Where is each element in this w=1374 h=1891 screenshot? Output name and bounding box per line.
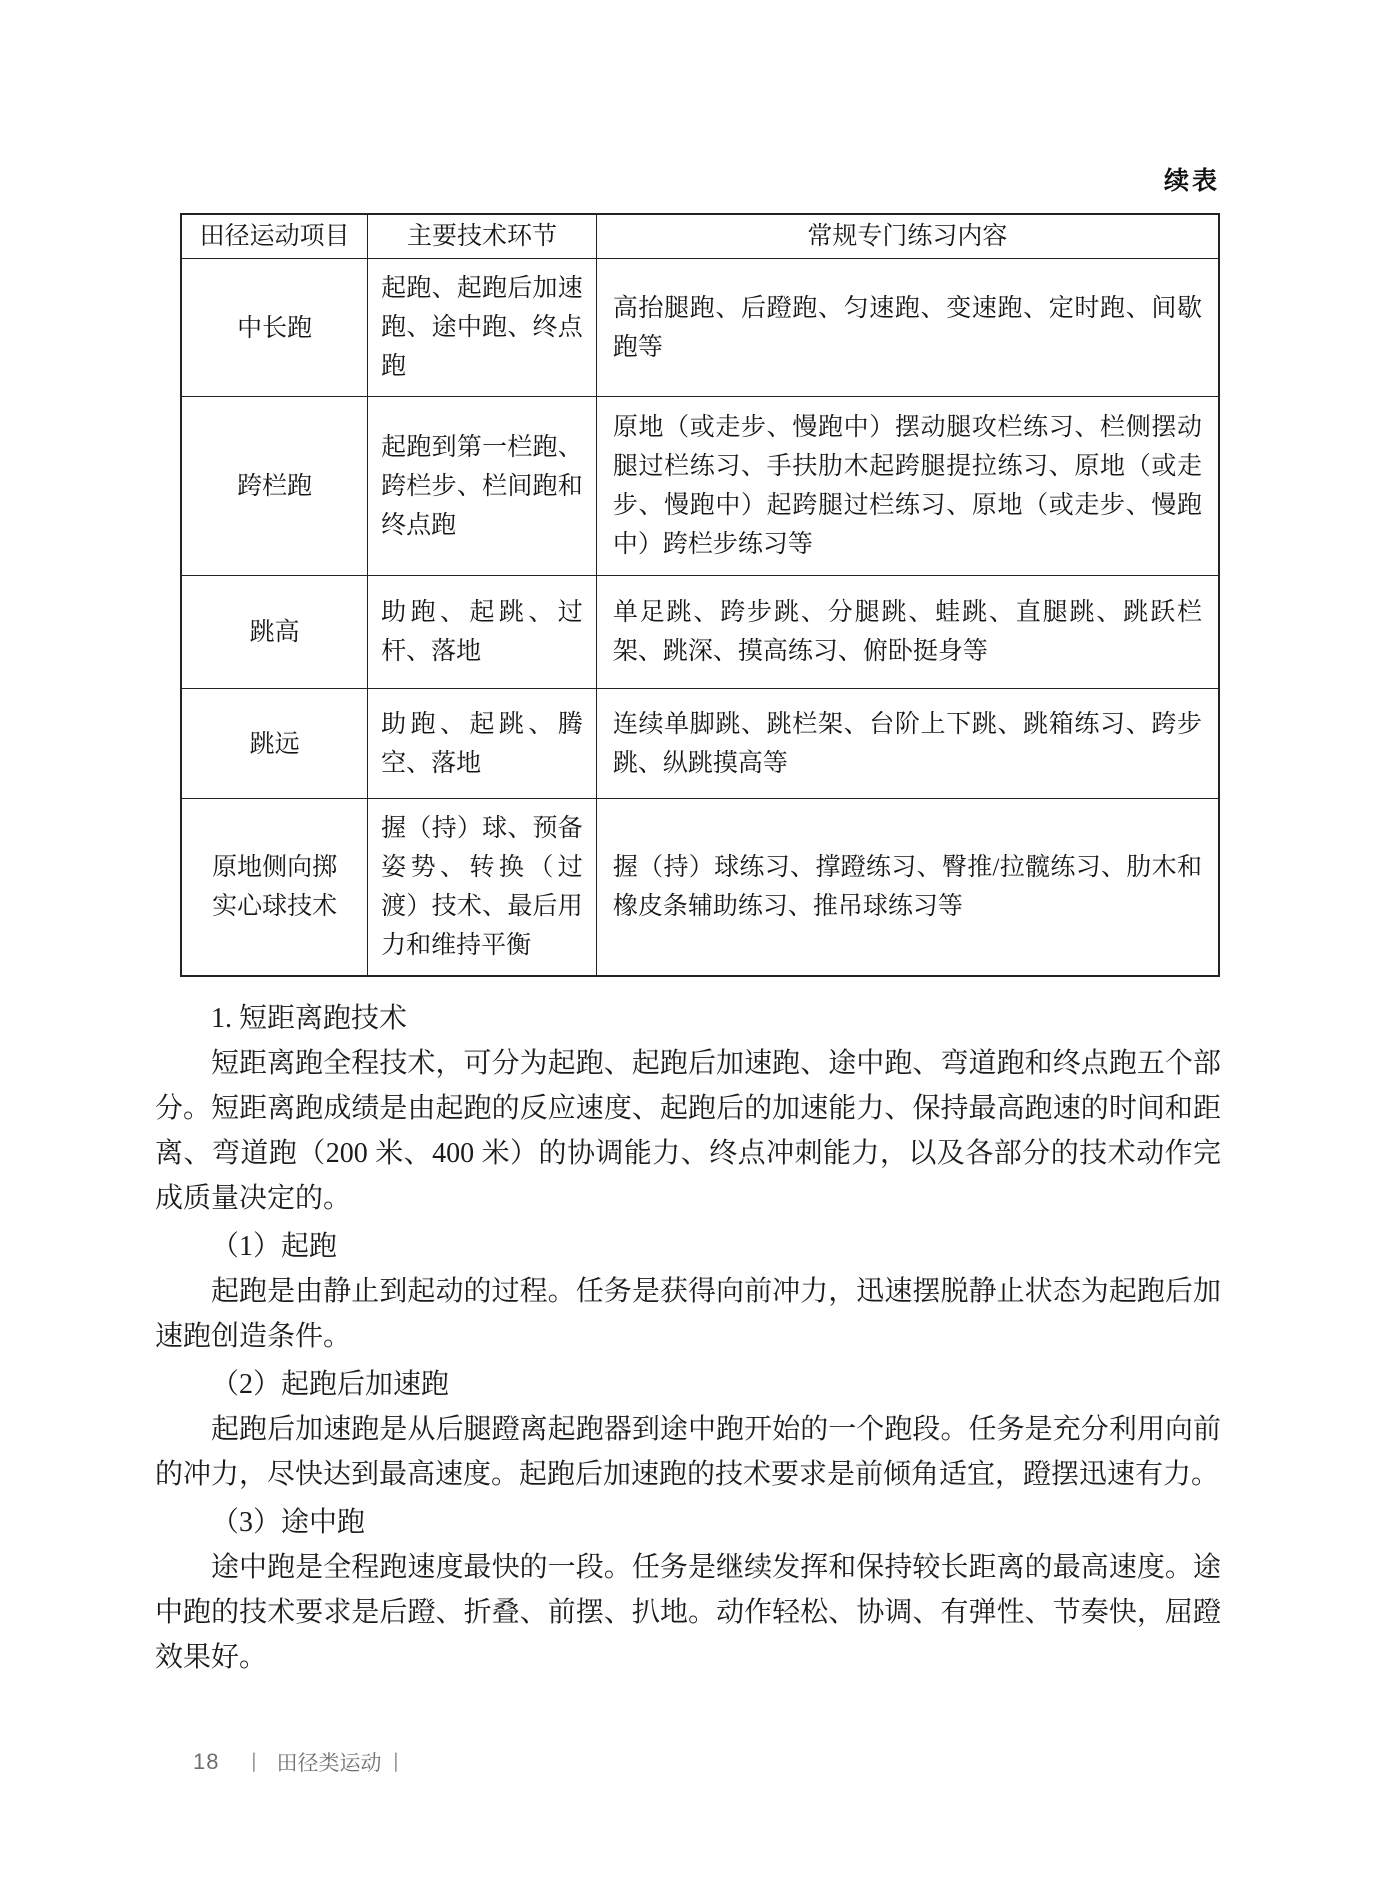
technique-cell: 助跑、起跳、过杆、落地 [368, 576, 597, 689]
training-table [180, 213, 1220, 977]
event-cell [181, 576, 368, 689]
table-header-cell-practice: 常规专门练习内容 [596, 214, 1219, 259]
page-footer [193, 1747, 406, 1777]
table-row [181, 799, 1219, 977]
section-heading: （1）起跑 [211, 1231, 338, 1262]
technique-cell: 助跑、起跳、腾空、落地 [368, 689, 597, 799]
footer-separator-left: 丨 [243, 1752, 265, 1775]
event-label: 跨栏跑 [237, 473, 313, 501]
running-title: 田径类运动 [276, 1752, 382, 1775]
event-cell [181, 397, 368, 576]
event-label: 跳高 [249, 619, 300, 647]
event-label: 原地侧向掷实心球技术 [212, 854, 338, 920]
table-continued-label: 续表 [1163, 168, 1220, 195]
body-paragraph: 途中跑是全程跑速度最快的一段。任务是继续发挥和保持较长距离的最高速度。途中跑的技术要求是后蹬、折叠、前摆、扒地。动作轻松、协调、有弹性、节奏快，屈蹬效果好。 [155, 1552, 1221, 1673]
body-paragraph: 起跑后加速跑是从后腿蹬离起跑器到途中跑开始的一个跑段。任务是充分利用向前的冲力，尽快达到最高速度。起跑后加速跑的技术要求是前倾角适宜，蹬摆迅速有力。 [155, 1414, 1221, 1490]
table-row [181, 397, 1219, 576]
table-row [181, 259, 1219, 397]
page-number: 18 [193, 1749, 220, 1774]
event-cell [181, 259, 368, 397]
practice-cell: 高抬腿跑、后蹬跑、匀速跑、变速跑、定时跑、间歇跑等 [596, 259, 1219, 397]
table-header-cell-technique: 主要技术环节 [368, 214, 597, 259]
section-heading: （3）途中跑 [211, 1507, 366, 1538]
event-cell [181, 799, 368, 977]
technique-cell: 起跑到第一栏跑、跨栏步、栏间跑和终点跑 [368, 397, 597, 576]
body-text [155, 993, 1221, 1680]
event-label: 中长跑 [237, 314, 313, 342]
technique-cell: 起跑、起跑后加速跑、途中跑、终点跑 [368, 259, 597, 397]
practice-cell: 原地（或走步、慢跑中）摆动腿攻栏练习、栏侧摆动腿过栏练习、手扶肋木起跨腿提拉练习、原地（或走步、慢跑中）起跨腿过栏练习、原地（或走步、慢跑中）跨栏步练习等 [596, 397, 1219, 576]
table-row [181, 576, 1219, 689]
footer-separator-right: 丨 [385, 1752, 407, 1775]
event-label: 跳远 [249, 730, 300, 758]
table-header-row [181, 214, 1219, 259]
table-header-cell-event: 田径运动项目 [181, 214, 368, 259]
table-row [181, 689, 1219, 799]
body-paragraph: 短距离跑全程技术，可分为起跑、起跑后加速跑、途中跑、弯道跑和终点跑五个部分。短距离跑成绩是由起跑的反应速度、起跑后的加速能力、保持最高跑速的时间和距离、弯道跑（200 米、400 米）的协调能力、终点冲刺能力，以及各部分的技术动作完成质量决定的。 [155, 1048, 1221, 1214]
body-paragraph: 起跑是由静止到起动的过程。任务是获得向前冲力，迅速摆脱静止状态为起跑后加速跑创造条件。 [155, 1276, 1221, 1352]
practice-cell: 单足跳、跨步跳、分腿跳、蛙跳、直腿跳、跳跃栏架、跳深、摸高练习、俯卧挺身等 [596, 576, 1219, 689]
event-cell [181, 689, 368, 799]
practice-cell: 握（持）球练习、撑蹬练习、臀推/拉髋练习、肋木和橡皮条辅助练习、推吊球练习等 [596, 799, 1219, 977]
technique-cell: 握（持）球、预备姿势、转换（过渡）技术、最后用力和维持平衡 [368, 799, 597, 977]
practice-cell: 连续单脚跳、跳栏架、台阶上下跳、跳箱练习、跨步跳、纵跳摸高等 [596, 689, 1219, 799]
section-heading: （2）起跑后加速跑 [211, 1369, 450, 1400]
section-heading: 1. 短距离跑技术 [211, 1003, 408, 1034]
